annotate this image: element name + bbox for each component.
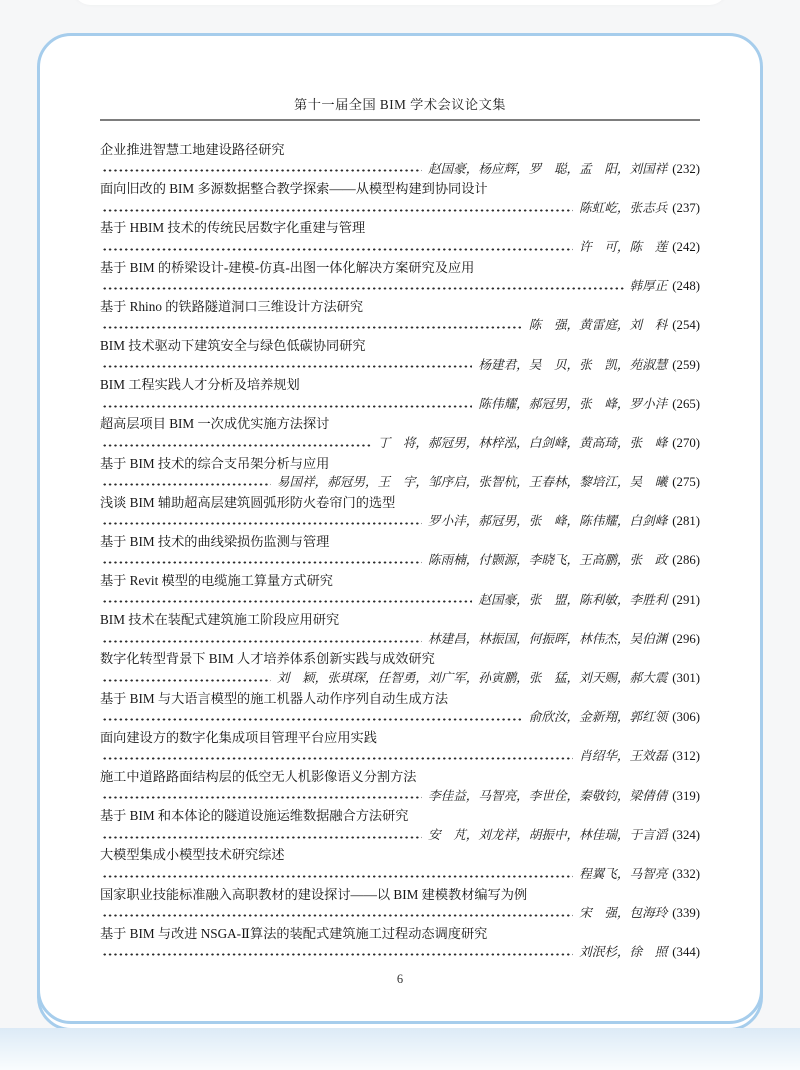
entry-leader-line	[100, 747, 700, 767]
entry-title: 面向旧改的 BIM 多源数据整合教学探索——从模型构建到协同设计	[100, 181, 488, 197]
entry-page-number: (312)	[672, 749, 700, 764]
entry-page-number: (319)	[672, 788, 700, 803]
entry-title: 大模型集成小模型技术研究综述	[100, 847, 285, 863]
dot-leader	[102, 591, 472, 611]
entry-title: 基于 BIM 技术的综合支吊架分析与应用	[100, 455, 330, 471]
entry-page-number: (344)	[672, 945, 700, 960]
entry-leader-line	[100, 512, 700, 532]
entry-page-number: (265)	[672, 396, 700, 411]
entry-leader-line	[100, 904, 700, 924]
dot-leader	[102, 199, 573, 219]
page-content	[100, 96, 700, 987]
table-of-contents	[100, 140, 700, 963]
bottom-glow-decoration	[0, 1028, 800, 1070]
dot-leader	[102, 787, 422, 807]
entry-authors: 刘泯杉，徐 照	[579, 945, 668, 960]
entry-leader-line	[100, 238, 700, 258]
entry-page-number: (306)	[672, 710, 700, 725]
entry-page-number: (291)	[672, 592, 700, 607]
entry-leader-line	[100, 669, 700, 689]
entry-title: BIM 技术在装配式建筑施工阶段应用研究	[100, 612, 340, 628]
entry-authors: 杨建君，吴 贝，张 凯，苑淑慧	[478, 357, 668, 372]
entry-authors: 韩厚正	[629, 279, 668, 294]
entry-title: BIM 工程实践人才分析及培养规划	[100, 377, 300, 393]
entry-page-number: (286)	[672, 553, 700, 568]
entry-page-number: (296)	[672, 631, 700, 646]
entry-title: 基于 Revit 模型的电缆施工算量方式研究	[100, 573, 333, 589]
entry-title: 浅谈 BIM 辅助超高层建筑圆弧形防火卷帘门的选型	[100, 494, 396, 510]
entry-leader-line	[100, 199, 700, 219]
entry-leader-line	[100, 865, 700, 885]
header-rule	[100, 119, 700, 121]
toc-entry	[100, 218, 700, 257]
entry-authors: 宋 强，包海玲	[579, 906, 668, 921]
dot-leader	[102, 277, 624, 297]
entry-leader-line	[100, 160, 700, 180]
page-number-footer: 6	[396, 971, 404, 986]
toc-entry	[100, 767, 700, 806]
dot-leader	[102, 395, 472, 415]
entry-title: 国家职业技能标准融入高职教材的建设探讨——以 BIM 建模教材编写为例	[100, 886, 528, 902]
dot-leader	[102, 865, 573, 885]
dot-leader	[102, 160, 422, 180]
entry-authors: 刘 颖，张琪琛，任智勇，刘广军，孙寅鹏，张 猛，刘天赐，郝大震	[276, 671, 668, 686]
entry-title: 基于 BIM 与大语言模型的施工机器人动作序列自动生成方法	[100, 690, 449, 706]
entry-authors: 肖绍华，王效磊	[579, 749, 668, 764]
entry-authors: 罗小沣，郝冠男，张 峰，陈伟耀，白剑峰	[428, 514, 668, 529]
entry-authors: 陈伟耀，郝冠男，张 峰，罗小沣	[478, 396, 668, 411]
dot-leader	[102, 904, 573, 924]
toc-entry	[100, 258, 700, 297]
previous-page-edge	[73, 0, 727, 5]
entry-leader-line	[100, 395, 700, 415]
entry-leader-line	[100, 434, 700, 454]
toc-entry	[100, 297, 700, 336]
dot-leader	[102, 708, 523, 728]
toc-entry	[100, 454, 700, 493]
entry-title: 基于 Rhino 的铁路隧道洞口三维设计方法研究	[100, 298, 364, 314]
entry-page-number: (301)	[672, 671, 700, 686]
entry-page-number: (324)	[672, 827, 700, 842]
entry-leader-line	[100, 551, 700, 571]
entry-title: 基于 BIM 与改进 NSGA-Ⅱ算法的装配式建筑施工过程动态调度研究	[100, 925, 488, 941]
entry-authors: 程翼飞，马智亮	[579, 866, 668, 881]
toc-entry	[100, 336, 700, 375]
page-header-title: 第十一届全国 BIM 学术会议论文集	[294, 97, 506, 112]
entry-authors: 陈雨楠，付颢源，李晓飞，王高鹏，张 政	[428, 553, 668, 568]
entry-authors: 赵国豪，张 盟，陈利敏，李胜利	[478, 592, 668, 607]
toc-entry	[100, 924, 700, 963]
entry-title: 超高层项目 BIM 一次成优实施方法探讨	[100, 416, 330, 432]
toc-entry	[100, 806, 700, 845]
entry-page-number: (259)	[672, 357, 700, 372]
dot-leader	[102, 512, 422, 532]
entry-page-number: (332)	[672, 866, 700, 881]
entry-page-number: (281)	[672, 514, 700, 529]
entry-title: BIM 技术驱动下建筑安全与绿色低碳协同研究	[100, 337, 366, 353]
entry-page-number: (242)	[672, 239, 700, 254]
entry-leader-line	[100, 277, 700, 297]
dot-leader	[102, 356, 472, 376]
entry-leader-line	[100, 473, 700, 493]
entry-title: 基于 BIM 技术的曲线梁损伤监测与管理	[100, 533, 330, 549]
entry-page-number: (270)	[672, 435, 700, 450]
toc-entry	[100, 179, 700, 218]
entry-leader-line	[100, 708, 700, 728]
entry-authors: 李佳益，马智亮，李世佺，秦敬钧，梁倩倩	[428, 788, 668, 803]
entry-leader-line	[100, 591, 700, 611]
entry-authors: 陈虹屹，张志兵	[579, 200, 668, 215]
dot-leader	[102, 316, 523, 336]
toc-entry	[100, 532, 700, 571]
dot-leader	[102, 473, 271, 493]
entry-authors: 易国祥，郝冠男，王 宇，邹序启，张智杭，王春林，黎培江，吴 曦	[276, 475, 668, 490]
entry-leader-line	[100, 630, 700, 650]
dot-leader	[102, 238, 573, 258]
toc-entry	[100, 845, 700, 884]
toc-entry	[100, 649, 700, 688]
toc-entry	[100, 140, 700, 179]
dot-leader	[102, 669, 271, 689]
dot-leader	[102, 826, 422, 846]
entry-title: 基于 BIM 的桥梁设计-建模-仿真-出图一体化解决方案研究及应用	[100, 259, 475, 275]
toc-entry	[100, 689, 700, 728]
entry-page-number: (339)	[672, 906, 700, 921]
toc-entry	[100, 885, 700, 924]
toc-entry	[100, 493, 700, 532]
entry-title: 基于 HBIM 技术的传统民居数字化重建与管理	[100, 220, 366, 236]
dot-leader	[102, 630, 422, 650]
entry-title: 施工中道路路面结构层的低空无人机影像语义分割方法	[100, 769, 417, 784]
entry-leader-line	[100, 943, 700, 963]
page-card	[37, 33, 763, 1024]
toc-entry	[100, 728, 700, 767]
entry-authors: 林建昌，林振国，何振晖，林伟杰，吴伯渊	[428, 631, 668, 646]
entry-leader-line	[100, 787, 700, 807]
entry-page-number: (232)	[672, 161, 700, 176]
entry-authors: 丁 将，郝冠男，林梓泓，白剑峰，黄高琦，张 峰	[377, 435, 668, 450]
entry-page-number: (237)	[672, 200, 700, 215]
toc-entry	[100, 375, 700, 414]
entry-title: 基于 BIM 和本体论的隧道设施运维数据融合方法研究	[100, 808, 409, 824]
entry-page-number: (275)	[672, 475, 700, 490]
entry-leader-line	[100, 316, 700, 336]
entry-title: 企业推进智慧工地建设路径研究	[100, 142, 285, 157]
entry-leader-line	[100, 356, 700, 376]
entry-title: 数字化转型背景下 BIM 人才培养体系创新实践与成效研究	[100, 651, 435, 667]
toc-entry	[100, 414, 700, 453]
entry-page-number: (254)	[672, 318, 700, 333]
entry-page-number: (248)	[672, 279, 700, 294]
entry-authors: 俞欣汝，金新翔，郭红领	[528, 710, 668, 725]
dot-leader	[102, 943, 573, 963]
entry-authors: 陈 强，黄雷庭，刘 科	[528, 318, 668, 333]
entry-title: 面向建设方的数字化集成项目管理平台应用实践	[100, 729, 377, 745]
entry-authors: 赵国豪，杨应辉，罗 聪，孟 阳，刘国祥	[428, 161, 668, 176]
entry-authors: 安 芃，刘龙祥，胡振中，林佳瑞，于言滔	[428, 827, 668, 842]
dot-leader	[102, 551, 422, 571]
dot-leader	[102, 434, 372, 454]
dot-leader	[102, 747, 573, 767]
toc-entry	[100, 610, 700, 649]
toc-entry	[100, 571, 700, 610]
entry-leader-line	[100, 826, 700, 846]
entry-authors: 许 可，陈 莲	[579, 239, 668, 254]
